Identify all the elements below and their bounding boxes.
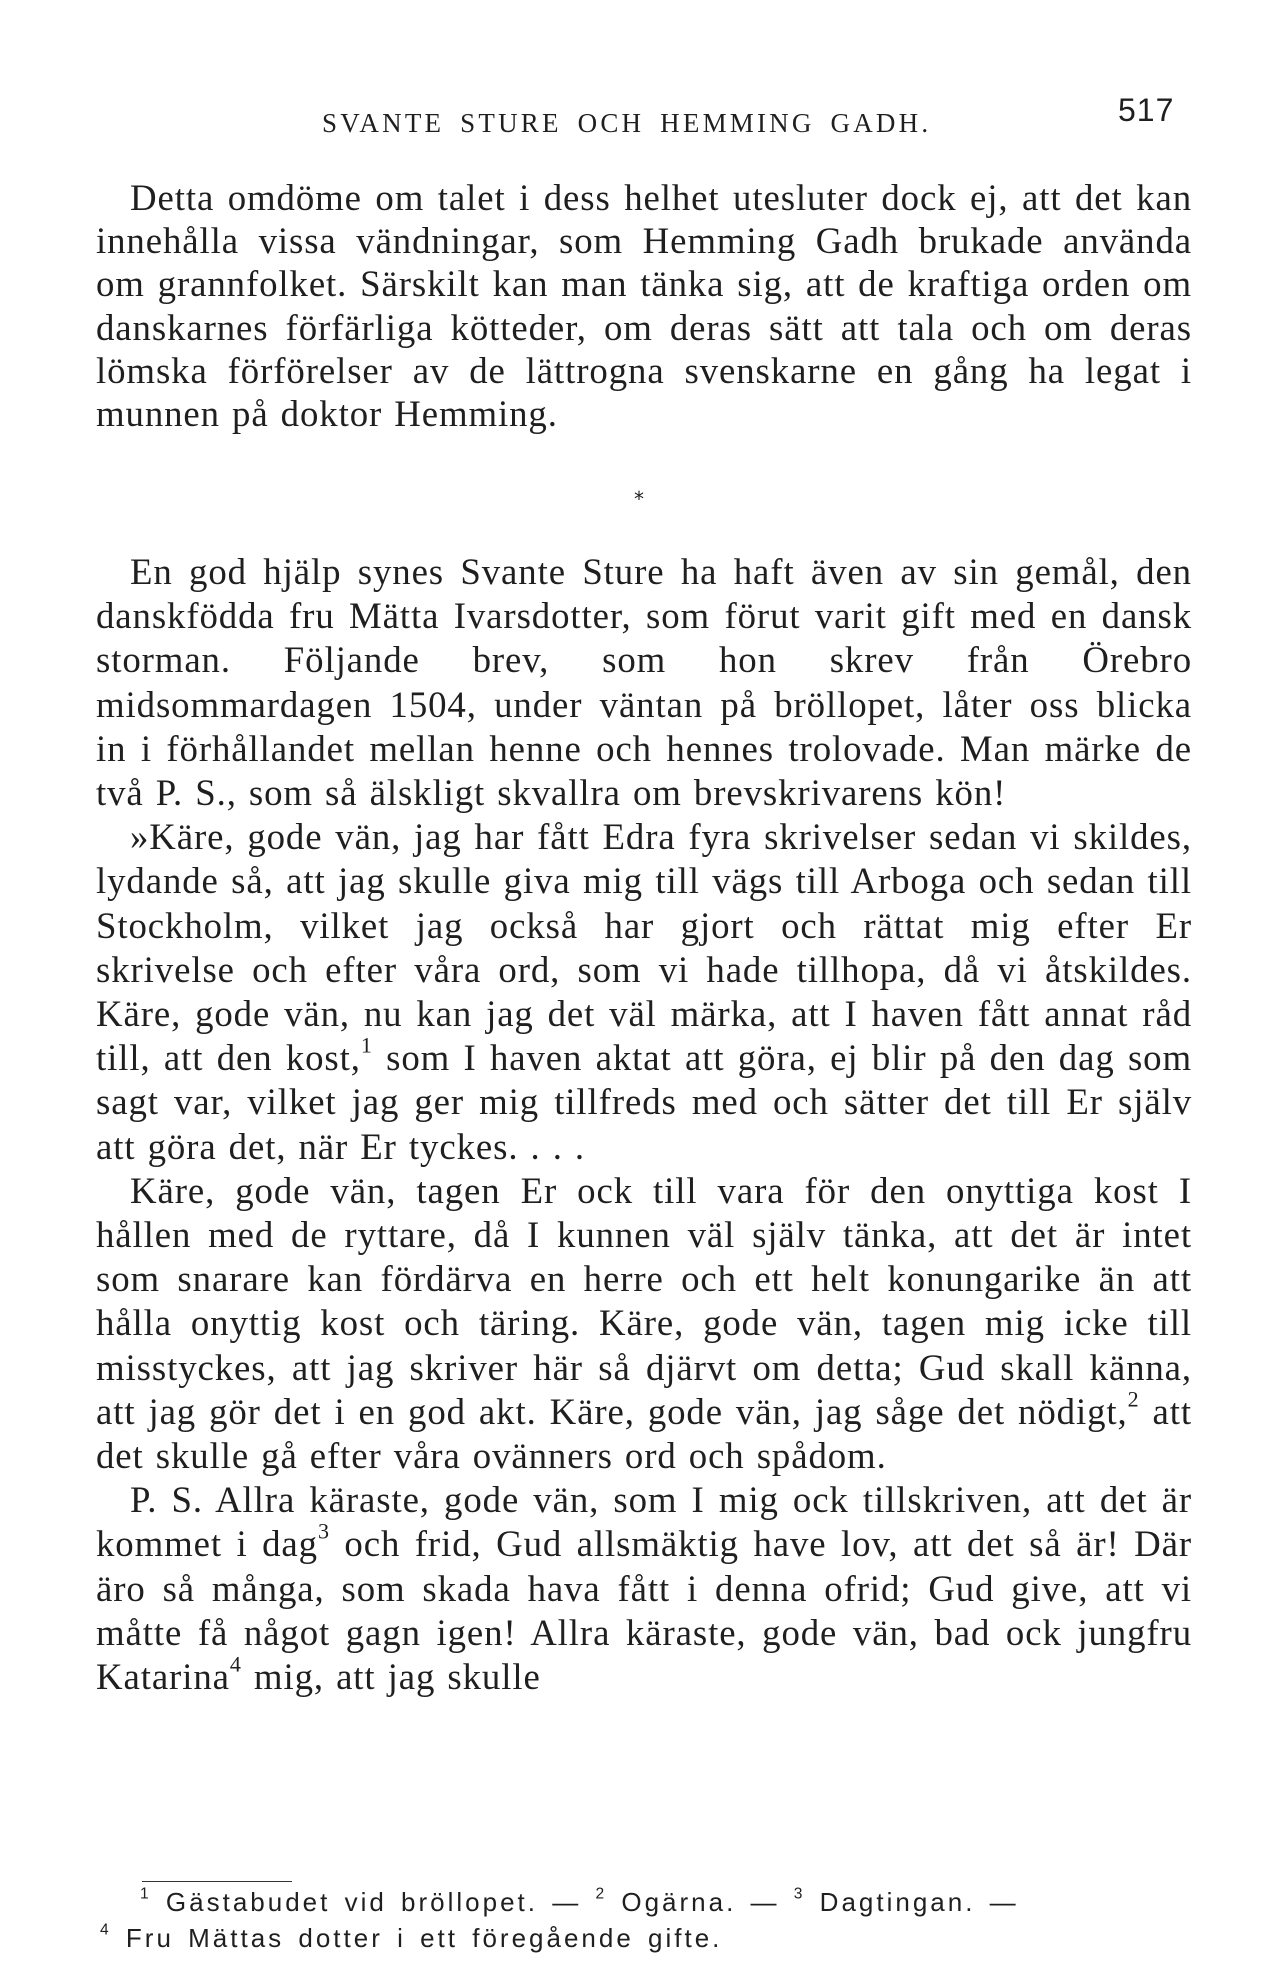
- paragraph: »Käre, gode vän, jag har fått Edra fyra skrivelser sedan vi skildes, lydande så, att jag skulle giva mig till vägs till Arboga och sedan till Stockholm, vilket jag också har gjort och rättat mig efter Er skrivelse och efter våra ord, som vi hade tillhopa, då vi åtskildes. Käre, gode vän, nu kan jag det väl märka, att I haven fått annat råd till, att den kost,$^1$ som I haven aktat att göra, ej blir på den dag som sagt var, vilket jag ger mig tillfreds med och sätter det till Er själv att göra det, när Er tyckes. . . .: [96, 816, 1192, 1167]
- footnote-line: [100, 1884, 1192, 1920]
- footnote-divider: [142, 1881, 292, 1882]
- footnote-mark: 2: [595, 1885, 608, 1903]
- footnote-text: Fru Mättas dotter i ett föregående gifte.: [111, 1923, 723, 1953]
- page-number: 517: [1118, 92, 1175, 128]
- running-title: SVANTE STURE OCH HEMMING GADH.: [322, 108, 932, 138]
- footnote-reference: 3: [317, 1518, 330, 1544]
- text-block-top: [96, 176, 1192, 435]
- footnote-mark: 3: [793, 1885, 806, 1903]
- paragraph: Käre, gode vän, tagen Er ock till vara för den onyttiga kost I hållen med de ryttare, då I kunnen väl själv tänka, att det är intet som snarare kan fördärva en herre och ett helt konungarike än att hålla onyttig kost och täring. Käre, gode vän, tagen mig icke till misstyckes, att jag skriver här så djärvt om detta; Gud skall känna, att jag gör det i en god akt. Käre, gode vän, jag såge det nödigt,$^2$ att det skulle gå efter våra ovänners ord och spådom.: [96, 1169, 1193, 1477]
- paragraph: Detta omdöme om talet i dess helhet utesluter dock ej, att det kan innehålla vissa vändningar, som Hemming Gadh brukade använda om grannfolket. Särskilt kan man tänka sig, att de kraftiga orden om danskarnes förfärliga kötteder, om deras sätt att tala och om deras lömska förförelser av de lättrogna svenskarne en gång ha legat i munnen på doktor Hemming.: [96, 177, 1192, 435]
- footnote-reference: 1: [360, 1032, 373, 1058]
- section-break-asterisk: *: [634, 487, 644, 511]
- paragraph: P. S. Allra käraste, gode vän, som I mig ock tillskriven, att det är kommet i dag$^3$ och frid, Gud allsmäktig have lov, att det så är! Där äro så många, som skada hava fått i denna ofrid; Gud give, att vi måtte få något gagn igen! Allra käraste, gode vän, bad ock jungfru Katarina$^4$ mig, att jag skulle: [96, 1479, 1192, 1698]
- footnote-text: Ogärna. —: [607, 1887, 794, 1917]
- footnote-reference: 4: [229, 1651, 242, 1677]
- footnote-mark: 4: [100, 1921, 112, 1939]
- footnotes: [100, 1884, 1192, 1956]
- footnote-text: Gästabudet vid bröllopet. —: [151, 1887, 596, 1917]
- footnote-text: Dagtingan. —: [805, 1887, 1019, 1917]
- footnote-mark: 1: [140, 1885, 152, 1903]
- text-block-main: [96, 550, 1192, 1699]
- paragraph: En god hjälp synes Svante Sture ha haft även av sin gemål, den danskfödda fru Mätta Ivarsdotter, som förut varit gift med en dansk storman. Följande brev, som hon skrev från Örebro midsommardagen 1504, under väntan på bröllopet, låter oss blicka in i förhållandet mellan henne och hennes trolovade. Man märke de två P. S., som så älskligt skvallra om brevskrivarens kön!: [96, 551, 1192, 814]
- footnote-reference: 2: [1127, 1386, 1140, 1412]
- footnote-line: [100, 1920, 1192, 1956]
